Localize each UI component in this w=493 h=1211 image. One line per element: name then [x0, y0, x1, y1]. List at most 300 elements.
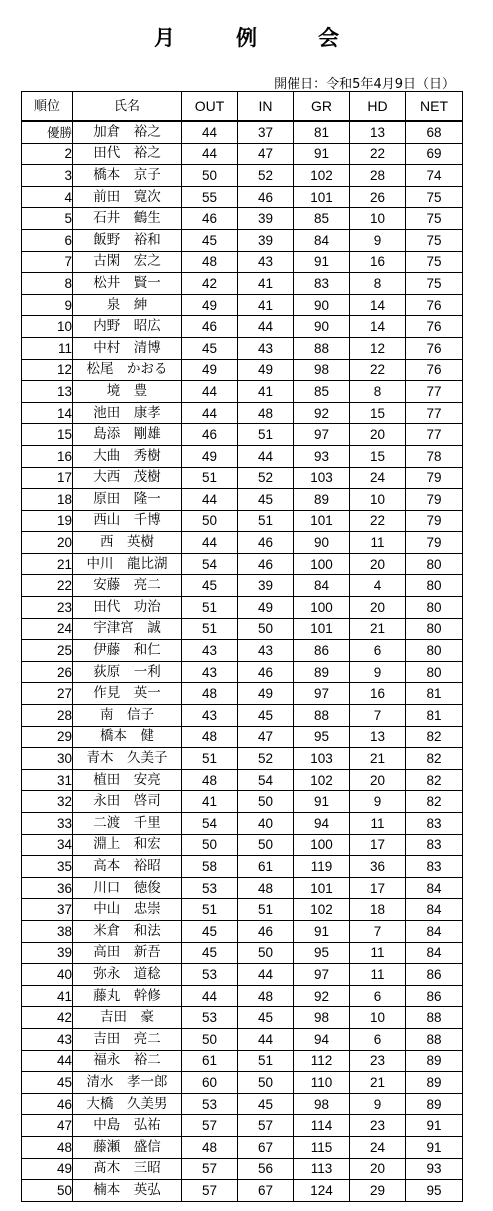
net-cell: 80 [406, 640, 463, 662]
gr-cell: 91 [294, 791, 350, 813]
name-cell: 大曲 秀樹 [73, 445, 182, 467]
in-cell: 45 [238, 705, 294, 727]
net-cell: 79 [406, 489, 463, 511]
out-cell: 60 [182, 1072, 238, 1094]
name-cell: 中川 龍比湖 [73, 553, 182, 575]
in-cell: 51 [238, 424, 294, 446]
gr-cell: 91 [294, 920, 350, 942]
rank-cell: 48 [22, 1136, 73, 1158]
rank-cell: 38 [22, 920, 73, 942]
net-cell: 80 [406, 575, 463, 597]
event-date: 開催日：令和5年4月9日（日） [274, 77, 455, 92]
table-row [22, 683, 463, 705]
hd-cell: 7 [350, 920, 406, 942]
rank-cell: 37 [22, 899, 73, 921]
out-cell: 53 [182, 964, 238, 986]
name-cell: 高本 裕昭 [73, 856, 182, 878]
out-cell: 42 [182, 273, 238, 295]
net-cell: 69 [406, 143, 463, 165]
in-cell: 44 [238, 1028, 294, 1050]
rank-cell: 45 [22, 1072, 73, 1094]
hd-cell: 16 [350, 251, 406, 273]
in-cell: 47 [238, 726, 294, 748]
rank-cell: 47 [22, 1115, 73, 1137]
hd-cell: 28 [350, 165, 406, 187]
hd-cell: 6 [350, 1028, 406, 1050]
in-cell: 47 [238, 143, 294, 165]
name-cell: 吉田 豪 [73, 1007, 182, 1029]
table-row [22, 1158, 463, 1180]
gr-cell: 98 [294, 1007, 350, 1029]
header-hd: HD [350, 92, 406, 122]
hd-cell: 18 [350, 899, 406, 921]
table-row [22, 381, 463, 403]
gr-cell: 85 [294, 208, 350, 230]
gr-cell: 84 [294, 575, 350, 597]
in-cell: 52 [238, 748, 294, 770]
hd-cell: 12 [350, 337, 406, 359]
rank-cell: 12 [22, 359, 73, 381]
in-cell: 50 [238, 1072, 294, 1094]
out-cell: 55 [182, 186, 238, 208]
out-cell: 57 [182, 1180, 238, 1202]
name-cell: 島添 剛雄 [73, 424, 182, 446]
hd-cell: 14 [350, 294, 406, 316]
in-cell: 56 [238, 1158, 294, 1180]
table-row [22, 143, 463, 165]
out-cell: 44 [182, 402, 238, 424]
hd-cell: 36 [350, 856, 406, 878]
gr-cell: 91 [294, 251, 350, 273]
hd-cell: 21 [350, 748, 406, 770]
table-row [22, 121, 463, 143]
rank-cell: 28 [22, 705, 73, 727]
out-cell: 54 [182, 813, 238, 835]
in-cell: 49 [238, 683, 294, 705]
net-cell: 76 [406, 316, 463, 338]
rank-cell: 11 [22, 337, 73, 359]
page-title: 月 例 会 [154, 25, 359, 50]
rank-cell: 41 [22, 985, 73, 1007]
in-cell: 46 [238, 920, 294, 942]
table-row [22, 445, 463, 467]
net-cell: 82 [406, 748, 463, 770]
name-cell: 青木 久美子 [73, 748, 182, 770]
name-cell: 福永 裕二 [73, 1050, 182, 1072]
net-cell: 91 [406, 1136, 463, 1158]
rank-cell: 9 [22, 294, 73, 316]
net-cell: 80 [406, 597, 463, 619]
name-cell: 大橋 久美男 [73, 1093, 182, 1115]
table-row [22, 359, 463, 381]
out-cell: 44 [182, 985, 238, 1007]
table-row [22, 510, 463, 532]
hd-cell: 13 [350, 121, 406, 143]
net-cell: 77 [406, 381, 463, 403]
out-cell: 51 [182, 467, 238, 489]
in-cell: 37 [238, 121, 294, 143]
hd-cell: 15 [350, 402, 406, 424]
name-cell: 泉 紳 [73, 294, 182, 316]
out-cell: 51 [182, 597, 238, 619]
gr-cell: 119 [294, 856, 350, 878]
net-cell: 86 [406, 985, 463, 1007]
gr-cell: 84 [294, 229, 350, 251]
in-cell: 48 [238, 877, 294, 899]
name-cell: 前田 寛次 [73, 186, 182, 208]
hd-cell: 20 [350, 424, 406, 446]
name-cell: 安藤 亮二 [73, 575, 182, 597]
name-cell: 石井 鶴生 [73, 208, 182, 230]
gr-cell: 101 [294, 618, 350, 640]
in-cell: 51 [238, 510, 294, 532]
gr-cell: 100 [294, 834, 350, 856]
hd-cell: 24 [350, 1136, 406, 1158]
out-cell: 54 [182, 553, 238, 575]
out-cell: 48 [182, 726, 238, 748]
rank-cell: 43 [22, 1028, 73, 1050]
gr-cell: 94 [294, 813, 350, 835]
net-cell: 83 [406, 834, 463, 856]
table-row [22, 294, 463, 316]
in-cell: 46 [238, 532, 294, 554]
gr-cell: 112 [294, 1050, 350, 1072]
in-cell: 50 [238, 942, 294, 964]
rank-cell: 22 [22, 575, 73, 597]
table-row [22, 597, 463, 619]
in-cell: 44 [238, 445, 294, 467]
gr-cell: 92 [294, 402, 350, 424]
header-in: IN [238, 92, 294, 122]
net-cell: 75 [406, 229, 463, 251]
table-row [22, 337, 463, 359]
table-row [22, 1093, 463, 1115]
gr-cell: 101 [294, 877, 350, 899]
in-cell: 61 [238, 856, 294, 878]
net-cell: 83 [406, 856, 463, 878]
gr-cell: 91 [294, 143, 350, 165]
net-cell: 74 [406, 165, 463, 187]
name-cell: 中村 清博 [73, 337, 182, 359]
hd-cell: 4 [350, 575, 406, 597]
gr-cell: 83 [294, 273, 350, 295]
results-table [21, 91, 463, 1202]
out-cell: 57 [182, 1115, 238, 1137]
hd-cell: 9 [350, 791, 406, 813]
out-cell: 50 [182, 1028, 238, 1050]
in-cell: 54 [238, 769, 294, 791]
net-cell: 82 [406, 726, 463, 748]
out-cell: 49 [182, 294, 238, 316]
rank-cell: 39 [22, 942, 73, 964]
gr-cell: 90 [294, 294, 350, 316]
name-cell: 松尾 かおる [73, 359, 182, 381]
net-cell: 76 [406, 359, 463, 381]
name-cell: 橋本 健 [73, 726, 182, 748]
out-cell: 44 [182, 143, 238, 165]
table-row [22, 1180, 463, 1202]
hd-cell: 17 [350, 877, 406, 899]
out-cell: 44 [182, 121, 238, 143]
in-cell: 51 [238, 1050, 294, 1072]
gr-cell: 90 [294, 532, 350, 554]
table-row [22, 1136, 463, 1158]
table-row [22, 1007, 463, 1029]
out-cell: 48 [182, 769, 238, 791]
rank-cell: 44 [22, 1050, 73, 1072]
rank-cell: 50 [22, 1180, 73, 1202]
out-cell: 61 [182, 1050, 238, 1072]
in-cell: 46 [238, 553, 294, 575]
header-gr: GR [294, 92, 350, 122]
name-cell: 伊藤 和仁 [73, 640, 182, 662]
table-row [22, 726, 463, 748]
net-cell: 79 [406, 532, 463, 554]
table-row [22, 1028, 463, 1050]
hd-cell: 20 [350, 597, 406, 619]
rank-cell: 3 [22, 165, 73, 187]
gr-cell: 95 [294, 942, 350, 964]
header-rank: 順位 [22, 92, 73, 122]
net-cell: 75 [406, 208, 463, 230]
net-cell: 81 [406, 683, 463, 705]
net-cell: 84 [406, 877, 463, 899]
hd-cell: 13 [350, 726, 406, 748]
hd-cell: 22 [350, 143, 406, 165]
name-cell: 永田 啓司 [73, 791, 182, 813]
hd-cell: 8 [350, 381, 406, 403]
table-row [22, 229, 463, 251]
gr-cell: 110 [294, 1072, 350, 1094]
rank-cell: 46 [22, 1093, 73, 1115]
table-row [22, 316, 463, 338]
table-row [22, 618, 463, 640]
gr-cell: 89 [294, 489, 350, 511]
net-cell: 89 [406, 1093, 463, 1115]
gr-cell: 102 [294, 899, 350, 921]
table-row [22, 1072, 463, 1094]
gr-cell: 115 [294, 1136, 350, 1158]
net-cell: 91 [406, 1115, 463, 1137]
table-row [22, 467, 463, 489]
table-row [22, 877, 463, 899]
name-cell: 大西 茂樹 [73, 467, 182, 489]
hd-cell: 9 [350, 1093, 406, 1115]
header-name: 氏名 [73, 92, 182, 122]
name-cell: 田代 功治 [73, 597, 182, 619]
name-cell: 加倉 裕之 [73, 121, 182, 143]
net-cell: 89 [406, 1072, 463, 1094]
name-cell: 宇津宮 誠 [73, 618, 182, 640]
name-cell: 内野 昭広 [73, 316, 182, 338]
table-row [22, 1050, 463, 1072]
gr-cell: 81 [294, 121, 350, 143]
in-cell: 57 [238, 1115, 294, 1137]
name-cell: 南 信子 [73, 705, 182, 727]
hd-cell: 21 [350, 1072, 406, 1094]
rank-cell: 2 [22, 143, 73, 165]
out-cell: 43 [182, 640, 238, 662]
gr-cell: 90 [294, 316, 350, 338]
net-cell: 81 [406, 705, 463, 727]
rank-cell: 10 [22, 316, 73, 338]
in-cell: 52 [238, 467, 294, 489]
header-row [22, 92, 463, 122]
in-cell: 39 [238, 575, 294, 597]
net-cell: 82 [406, 769, 463, 791]
gr-cell: 86 [294, 640, 350, 662]
out-cell: 48 [182, 683, 238, 705]
in-cell: 52 [238, 165, 294, 187]
net-cell: 86 [406, 964, 463, 986]
gr-cell: 93 [294, 445, 350, 467]
hd-cell: 17 [350, 834, 406, 856]
hd-cell: 29 [350, 1180, 406, 1202]
out-cell: 51 [182, 899, 238, 921]
name-cell: 境 豊 [73, 381, 182, 403]
name-cell: 髙木 三昭 [73, 1158, 182, 1180]
table-row [22, 208, 463, 230]
table-row [22, 1115, 463, 1137]
name-cell: 川口 徳俊 [73, 877, 182, 899]
net-cell: 80 [406, 553, 463, 575]
rank-cell: 15 [22, 424, 73, 446]
in-cell: 50 [238, 791, 294, 813]
net-cell: 89 [406, 1050, 463, 1072]
hd-cell: 22 [350, 510, 406, 532]
gr-cell: 98 [294, 1093, 350, 1115]
gr-cell: 92 [294, 985, 350, 1007]
net-cell: 78 [406, 445, 463, 467]
net-cell: 84 [406, 920, 463, 942]
out-cell: 44 [182, 381, 238, 403]
out-cell: 46 [182, 208, 238, 230]
out-cell: 43 [182, 705, 238, 727]
hd-cell: 10 [350, 1007, 406, 1029]
rank-cell: 7 [22, 251, 73, 273]
name-cell: 飯野 裕和 [73, 229, 182, 251]
name-cell: 西山 千博 [73, 510, 182, 532]
rank-cell: 35 [22, 856, 73, 878]
gr-cell: 85 [294, 381, 350, 403]
table-row [22, 705, 463, 727]
table-row [22, 769, 463, 791]
gr-cell: 100 [294, 597, 350, 619]
net-cell: 75 [406, 186, 463, 208]
in-cell: 50 [238, 834, 294, 856]
table-row [22, 402, 463, 424]
out-cell: 46 [182, 316, 238, 338]
rank-cell: 17 [22, 467, 73, 489]
name-cell: 中島 弘祐 [73, 1115, 182, 1137]
hd-cell: 7 [350, 705, 406, 727]
name-cell: 中山 忠崇 [73, 899, 182, 921]
net-cell: 75 [406, 273, 463, 295]
gr-cell: 97 [294, 683, 350, 705]
in-cell: 45 [238, 489, 294, 511]
in-cell: 41 [238, 273, 294, 295]
name-cell: 藤瀬 盛信 [73, 1136, 182, 1158]
net-cell: 68 [406, 121, 463, 143]
in-cell: 43 [238, 640, 294, 662]
out-cell: 45 [182, 920, 238, 942]
rank-cell: 49 [22, 1158, 73, 1180]
hd-cell: 15 [350, 445, 406, 467]
table-row [22, 942, 463, 964]
hd-cell: 11 [350, 532, 406, 554]
gr-cell: 101 [294, 510, 350, 532]
hd-cell: 6 [350, 640, 406, 662]
rank-cell: 42 [22, 1007, 73, 1029]
hd-cell: 8 [350, 273, 406, 295]
rank-cell: 14 [22, 402, 73, 424]
in-cell: 40 [238, 813, 294, 835]
results-body [22, 121, 463, 1201]
rank-cell: 優勝 [22, 121, 73, 143]
out-cell: 46 [182, 424, 238, 446]
hd-cell: 20 [350, 1158, 406, 1180]
in-cell: 48 [238, 402, 294, 424]
hd-cell: 20 [350, 769, 406, 791]
rank-cell: 8 [22, 273, 73, 295]
in-cell: 39 [238, 229, 294, 251]
in-cell: 44 [238, 316, 294, 338]
net-cell: 80 [406, 618, 463, 640]
rank-cell: 31 [22, 769, 73, 791]
name-cell: 作見 英一 [73, 683, 182, 705]
net-cell: 76 [406, 337, 463, 359]
name-cell: 植田 安亮 [73, 769, 182, 791]
net-cell: 83 [406, 813, 463, 835]
hd-cell: 10 [350, 489, 406, 511]
table-row [22, 791, 463, 813]
table-row [22, 251, 463, 273]
table-row [22, 424, 463, 446]
hd-cell: 10 [350, 208, 406, 230]
rank-cell: 16 [22, 445, 73, 467]
table-row [22, 661, 463, 683]
rank-cell: 29 [22, 726, 73, 748]
name-cell: 荻原 一利 [73, 661, 182, 683]
gr-cell: 95 [294, 726, 350, 748]
net-cell: 79 [406, 510, 463, 532]
table-row [22, 640, 463, 662]
hd-cell: 23 [350, 1115, 406, 1137]
in-cell: 43 [238, 337, 294, 359]
name-cell: 田代 裕之 [73, 143, 182, 165]
rank-cell: 6 [22, 229, 73, 251]
out-cell: 50 [182, 510, 238, 532]
hd-cell: 24 [350, 467, 406, 489]
name-cell: 橋本 京子 [73, 165, 182, 187]
gr-cell: 114 [294, 1115, 350, 1137]
hd-cell: 16 [350, 683, 406, 705]
in-cell: 45 [238, 1007, 294, 1029]
name-cell: 二渡 千里 [73, 813, 182, 835]
gr-cell: 89 [294, 661, 350, 683]
name-cell: 西 英樹 [73, 532, 182, 554]
name-cell: 淵上 和宏 [73, 834, 182, 856]
hd-cell: 21 [350, 618, 406, 640]
rank-cell: 24 [22, 618, 73, 640]
gr-cell: 97 [294, 424, 350, 446]
rank-cell: 40 [22, 964, 73, 986]
table-row [22, 813, 463, 835]
table-row [22, 985, 463, 1007]
gr-cell: 88 [294, 705, 350, 727]
header-out: OUT [182, 92, 238, 122]
name-cell: 高田 新吾 [73, 942, 182, 964]
